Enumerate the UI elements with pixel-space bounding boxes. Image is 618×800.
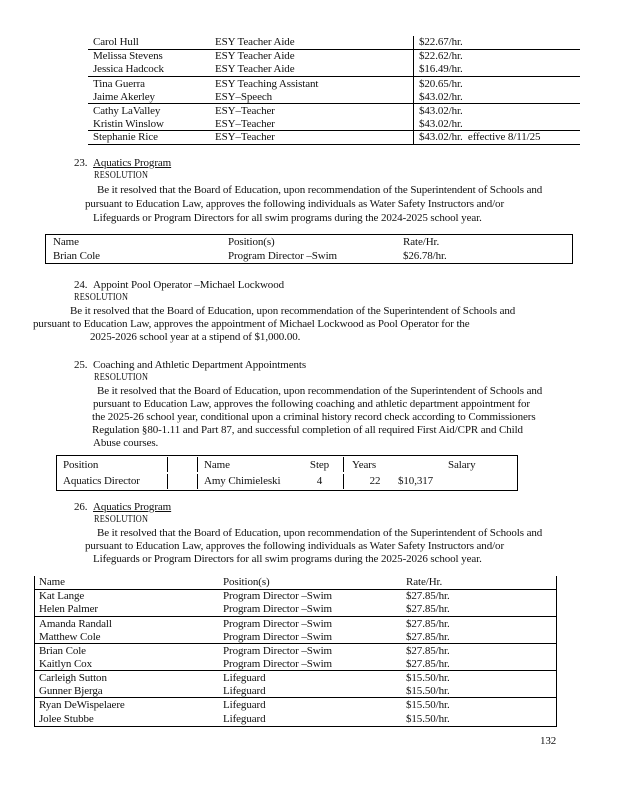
col-header-salary: Salary xyxy=(448,458,476,471)
table-row xyxy=(88,118,580,132)
col-header-position: Position xyxy=(57,457,168,472)
years-salary-cell xyxy=(344,475,517,487)
employee-position: Program Director –Swim xyxy=(223,590,333,603)
employee-rate: $27.85/hr. xyxy=(406,657,450,670)
appointment-name: Amy Chimieleski xyxy=(204,475,281,488)
employee-rate: $43.02/hr. xyxy=(413,90,580,103)
employee-name: Tina Guerra xyxy=(93,77,145,90)
table-row xyxy=(35,617,556,631)
employee-position: Program Director –Swim xyxy=(223,630,333,643)
employee-rate: $27.85/hr. xyxy=(406,644,450,657)
paragraph-line: Regulation §80-1.11 and Part 87, and successful completion of all required First Aid/CPR and Child xyxy=(92,424,523,436)
employee-position: Lifeguard xyxy=(223,685,266,698)
item-23-heading xyxy=(74,157,171,169)
employee-rate: $15.50/hr. xyxy=(406,699,450,712)
employee-name: Matthew Cole xyxy=(39,630,101,643)
employee-position: ESY–Speech xyxy=(215,90,273,103)
paragraph-line: pursuant to Education Law, approves the following individuals as Water Safety Instructors and/or xyxy=(85,540,505,552)
col-header-position: Position(s) xyxy=(228,236,275,249)
table-row xyxy=(35,712,556,726)
esy-rate-table xyxy=(88,36,580,145)
item-25-heading xyxy=(74,359,306,371)
appointment-years: 22 xyxy=(369,475,381,488)
paragraph-line: Be it resolved that the Board of Education, upon recommendation of the Superintendent of Schools and xyxy=(97,527,543,539)
table-row xyxy=(88,104,580,118)
employee-position: ESY–Teacher xyxy=(215,117,275,130)
paragraph-line: pursuant to Education Law, approves the following coaching and athletic department appointment for xyxy=(93,398,530,410)
table-header-row xyxy=(57,457,517,472)
employee-rate: $22.62/hr. xyxy=(413,50,580,64)
employee-position: Lifeguard xyxy=(223,671,266,684)
employee-name: Brian Cole xyxy=(53,249,100,262)
appointment-position: Aquatics Director xyxy=(57,474,168,489)
employee-name: Ryan DeWispelaere xyxy=(39,699,125,712)
item-number: 25. xyxy=(74,359,88,371)
employee-rate: $26.78/hr. xyxy=(403,249,447,262)
employee-rate: $20.65/hr. xyxy=(413,77,580,91)
employee-name: Jolee Stubbe xyxy=(39,712,94,725)
paragraph-line: Lifeguards or Program Directors for all swim programs during the 2025-2026 school year. xyxy=(93,553,482,565)
col-header-position: Position(s) xyxy=(223,576,270,589)
paragraph-line: Be it resolved that the Board of Education, upon recommendation of the Superintendent of Schools and xyxy=(70,305,516,317)
employee-name: Melissa Stevens xyxy=(93,50,163,63)
col-header-rate: Rate/Hr. xyxy=(406,576,443,589)
employee-name: Helen Palmer xyxy=(39,603,98,616)
employee-rate: $27.85/hr. xyxy=(406,630,450,643)
table-header-row xyxy=(46,236,572,249)
employee-name: Carleigh Sutton xyxy=(39,671,107,684)
table-row xyxy=(35,603,556,617)
table-row xyxy=(35,630,556,644)
employee-rate: $15.50/hr. xyxy=(406,671,450,684)
appointment-salary: $10,317 xyxy=(398,475,434,488)
swim-2024-table xyxy=(45,234,573,264)
employee-position: ESY Teacher Aide xyxy=(215,36,295,49)
col-header-name: Name xyxy=(39,576,65,589)
table-row xyxy=(88,63,580,77)
table-row xyxy=(57,474,517,489)
employee-position: Lifeguard xyxy=(223,699,266,712)
paragraph-line: Be it resolved that the Board of Education, upon recommendation of the Superintendent of Schools and xyxy=(97,385,543,397)
table-row xyxy=(35,658,556,672)
item-24-heading xyxy=(74,279,284,291)
appointment-step: 4 xyxy=(296,474,344,489)
employee-name: Brian Cole xyxy=(39,644,86,657)
table-row xyxy=(35,671,556,685)
col-header-name: Name xyxy=(204,458,230,471)
table-row xyxy=(88,36,580,50)
employee-rate: $15.50/hr. xyxy=(406,712,450,725)
employee-position: Lifeguard xyxy=(223,712,266,725)
employee-position: ESY–Teacher xyxy=(215,104,275,117)
paragraph-line: 2025-2026 school year at a stipend of $1,000.00. xyxy=(90,331,301,343)
employee-rate: $22.67/hr. xyxy=(413,36,580,49)
table-header-row xyxy=(35,576,556,590)
employee-position: ESY Teacher Aide xyxy=(215,63,295,76)
table-row xyxy=(35,685,556,699)
table-row xyxy=(35,644,556,658)
employee-rate: $15.50/hr. xyxy=(406,685,450,698)
page-number: 132 xyxy=(540,735,557,747)
employee-position: Program Director –Swim xyxy=(223,644,333,657)
col-header-years: Years xyxy=(352,458,377,471)
employee-name: Kaitlyn Cox xyxy=(39,657,92,670)
employee-rate: $16.49/hr. xyxy=(413,63,580,76)
table-row xyxy=(46,249,572,262)
table-row xyxy=(35,590,556,604)
paragraph-line: Abuse courses. xyxy=(93,437,159,449)
employee-position: Program Director –Swim xyxy=(223,657,333,670)
employee-position: Program Director –Swim xyxy=(223,617,333,630)
col-header-rate: Rate/Hr. xyxy=(403,236,440,249)
swim-2025-table xyxy=(34,576,557,727)
employee-rate: $43.02/hr. xyxy=(413,104,580,118)
resolution-label: RESOLUTION xyxy=(94,170,149,181)
empty-cell xyxy=(168,457,198,472)
item-number: 26. xyxy=(74,501,88,513)
col-header-step: Step xyxy=(296,457,344,472)
item-title: Coaching and Athletic Department Appointments xyxy=(93,359,307,371)
item-26-heading xyxy=(74,501,171,513)
item-title: Aquatics Program xyxy=(93,157,172,169)
item-title: Appoint Pool Operator –Michael Lockwood xyxy=(93,279,285,291)
table-row xyxy=(35,698,556,712)
empty-cell xyxy=(168,474,198,489)
employee-rate: $27.85/hr. xyxy=(406,603,450,616)
employee-position: Program Director –Swim xyxy=(223,603,333,616)
employee-name: Kristin Winslow xyxy=(93,117,164,130)
resolution-label: RESOLUTION xyxy=(94,372,149,383)
employee-position: ESY–Teacher xyxy=(215,131,275,144)
employee-rate: $43.02/hr. effective 8/11/25 xyxy=(413,131,580,144)
employee-position: Program Director –Swim xyxy=(228,249,338,262)
resolution-label: RESOLUTION xyxy=(74,292,129,303)
col-header-name: Name xyxy=(53,236,79,249)
paragraph-line: Lifeguards or Program Directors for all swim programs during the 2024-2025 school year. xyxy=(93,212,482,224)
item-number: 23. xyxy=(74,157,88,169)
paragraph-line: pursuant to Education Law, approves the appointment of Michael Lockwood as Pool Operator for the xyxy=(33,318,470,330)
employee-position: ESY Teaching Assistant xyxy=(215,77,319,90)
resolution-label: RESOLUTION xyxy=(94,514,149,525)
employee-name: Gunner Bjerga xyxy=(39,685,103,698)
employee-name: Kat Lange xyxy=(39,590,85,603)
employee-name: Carol Hull xyxy=(93,36,139,49)
table-row xyxy=(88,50,580,64)
employee-name: Stephanie Rice xyxy=(93,131,158,144)
paragraph-line: the 2025-26 school year, conditional upon a criminal history record check according to Commissioners xyxy=(92,411,536,423)
employee-rate: $43.02/hr. xyxy=(413,118,580,131)
employee-name: Jaime Akerley xyxy=(93,90,155,103)
coaching-appointment-table xyxy=(56,455,518,491)
employee-name: Cathy LaValley xyxy=(93,104,161,117)
paragraph-line: pursuant to Education Law, approves the following individuals as Water Safety Instructors and/or xyxy=(85,198,505,210)
item-title: Aquatics Program xyxy=(93,501,172,513)
employee-name: Amanda Randall xyxy=(39,617,112,630)
table-row xyxy=(88,77,580,91)
employee-position: ESY Teacher Aide xyxy=(215,50,295,63)
employee-rate: $27.85/hr. xyxy=(406,590,450,603)
table-row xyxy=(88,131,580,145)
employee-rate: $27.85/hr. xyxy=(406,617,450,630)
table-row xyxy=(88,90,580,104)
paragraph-line: Be it resolved that the Board of Education, upon recommendation of the Superintendent of Schools and xyxy=(97,184,543,196)
years-salary-header-cell xyxy=(344,459,517,471)
item-number: 24. xyxy=(74,279,88,291)
employee-name: Jessica Hadcock xyxy=(93,63,164,76)
